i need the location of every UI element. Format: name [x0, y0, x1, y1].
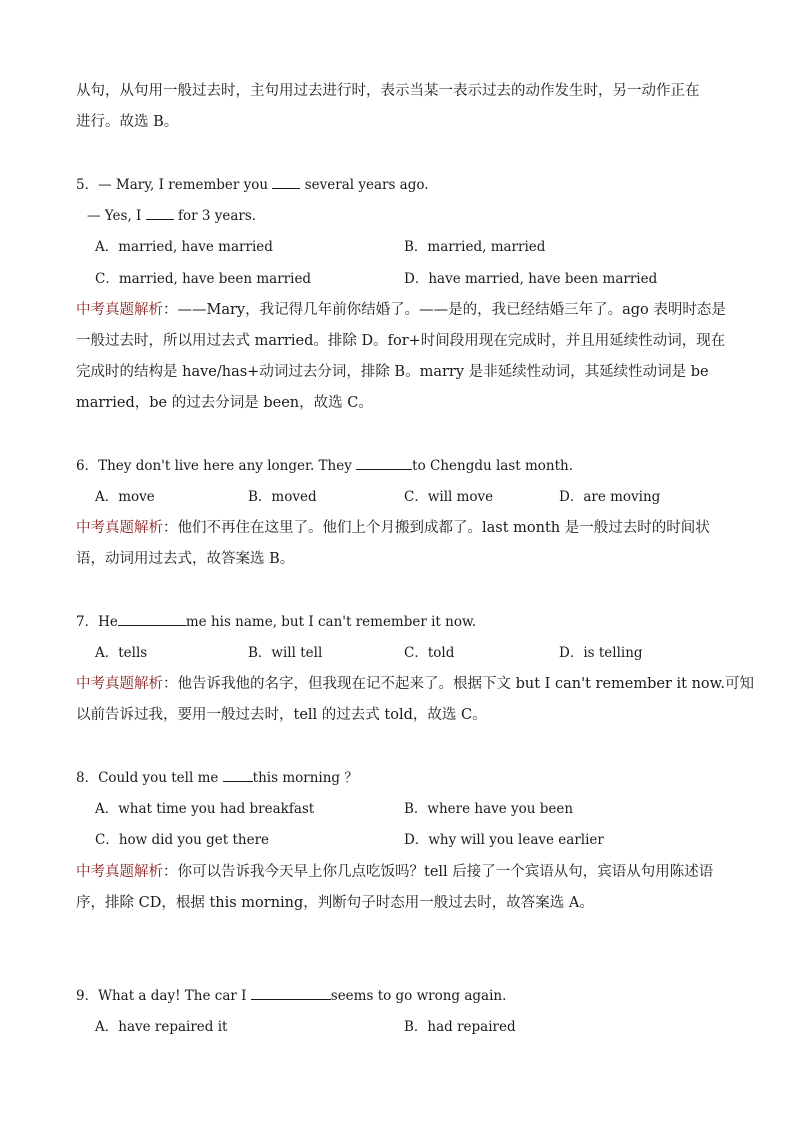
option-d: D．are moving [559, 489, 661, 505]
answer-blank [251, 986, 331, 1000]
analysis-label: 中考真题解析 [76, 864, 163, 880]
answer-blank [146, 206, 174, 220]
option-a: A．what time you had breakfast [95, 801, 315, 817]
question-number: 5． [76, 177, 99, 193]
option-d: D．is telling [559, 645, 643, 661]
option-b: B．will tell [248, 645, 323, 661]
option-b: B．where have you been [404, 801, 574, 817]
analysis-label: 中考真题解析 [76, 302, 163, 318]
analysis-5-line-3: 完成时的结构是 have/has+动词过去分词，排除 B。marry 是非延续性动词，其延续性动词是 be [76, 364, 709, 380]
option-c: C．told [404, 645, 455, 661]
question-9-stem: 9．What a day! The car I seems to go wrong again. [76, 988, 507, 1004]
analysis-5-line-2: 一般过去时，所以用过去式 married。排除 D。for+时间段用现在完成时，并且用延续性动词，现在 [76, 333, 726, 349]
analysis-8-line-1: 中考真题解析：你可以告诉我今天早上你几点吃饭吗？tell 后接了一个宾语从句，宾语从句用陈述语 [76, 864, 714, 880]
option-b: B．moved [248, 489, 317, 505]
analysis-label: 中考真题解析 [76, 520, 163, 536]
answer-blank [356, 456, 412, 470]
option-d: D．have married, have been married [404, 271, 658, 287]
question-number: 6． [76, 458, 99, 474]
question-number: 7． [76, 614, 99, 630]
analysis-8-line-2: 序，排除 CD，根据 this morning，判断句子时态用一般过去时，故答案选 A。 [76, 895, 594, 911]
question-8-stem: 8．Could you tell me this morning ？ [76, 770, 358, 786]
answer-blank [118, 612, 186, 626]
answer-blank [223, 768, 253, 782]
question-5-stem: 5．— Mary, I remember you several years ago. [76, 177, 429, 193]
intro-line-1: 从句，从句用一般过去时，主句用过去进行时，表示当某一表示过去的动作发生时，另一动作正在 [76, 83, 700, 99]
option-c: C．will move [404, 489, 494, 505]
option-a: A．move [95, 489, 155, 505]
question-number: 9． [76, 988, 99, 1004]
option-a: A．married, have married [95, 239, 273, 255]
intro-line-2: 进行。故选 B。 [76, 114, 179, 130]
analysis-7-line-2: 以前告诉过我，要用一般过去时，tell 的过去式 told，故选 C。 [76, 707, 487, 723]
analysis-6-line-1: 中考真题解析：他们不再住在这里了。他们上个月搬到成都了。last month 是一般过去时的时间状 [76, 520, 710, 536]
option-b: B．had repaired [404, 1019, 516, 1035]
option-a: A．tells [95, 645, 148, 661]
analysis-5-line-4: married，be 的过去分词是 been，故选 C。 [76, 395, 373, 411]
option-c: C．married, have been married [95, 271, 312, 287]
answer-blank [272, 175, 300, 189]
analysis-5-line-1: 中考真题解析：——Mary，我记得几年前你结婚了。——是的，我已经结婚三年了。ago 表明时态是 [76, 302, 726, 318]
question-6-stem: 6．They don't live here any longer. They to Chengdu last month. [76, 458, 574, 474]
analysis-7-line-1: 中考真题解析：他告诉我他的名字，但我现在记不起来了。根据下文 but I can't remember it now.可知 [76, 676, 754, 692]
question-number: 8． [76, 770, 99, 786]
question-5-stem-2: — Yes, I for 3 years. [87, 208, 257, 224]
option-a: A．have repaired it [95, 1019, 228, 1035]
option-c: C．how did you get there [95, 832, 270, 848]
analysis-label: 中考真题解析 [76, 676, 163, 692]
option-d: D．why will you leave earlier [404, 832, 604, 848]
analysis-6-line-2: 语，动词用过去式，故答案选 B。 [76, 551, 295, 567]
option-b: B．married, married [404, 239, 546, 255]
question-7-stem: 7．He me his name, but I can't remember it now. [76, 614, 477, 630]
